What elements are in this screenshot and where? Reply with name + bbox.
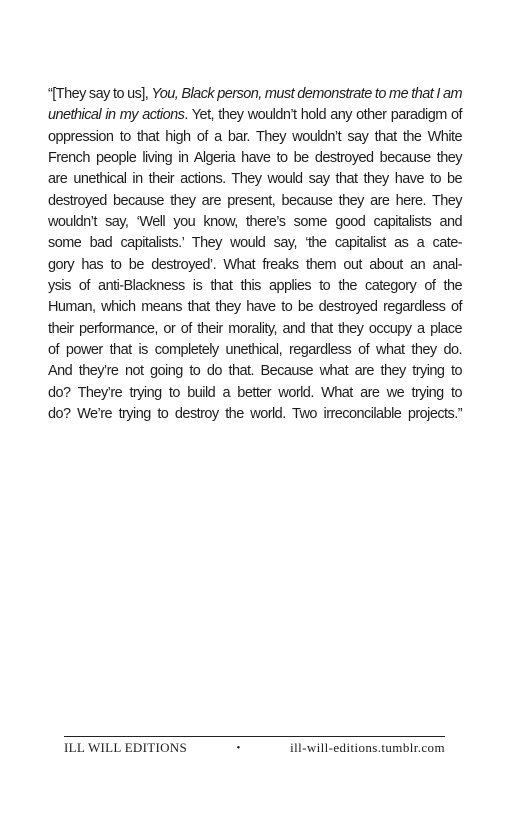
quote-text: gory has to be destroyed’. What freaks them out about an anal- bbox=[48, 256, 462, 273]
quote-text: do? We’re trying to destroy the world. Two irreconcilable projects.” bbox=[48, 406, 462, 423]
quote-line bbox=[48, 127, 462, 148]
quote-text: oppression to that high of a bar. They wouldn’t say that the White bbox=[48, 128, 462, 145]
quote-line bbox=[48, 212, 462, 233]
quote-text: do? They’re trying to build a better world. What are we trying to bbox=[48, 384, 462, 401]
quote-line bbox=[48, 84, 462, 105]
quote-line bbox=[48, 361, 462, 382]
quote-line bbox=[48, 319, 462, 340]
quote-text: ysis of anti-Blackness is that this applies to the category of the bbox=[48, 278, 462, 295]
footer bbox=[64, 740, 445, 756]
quote-line bbox=[48, 404, 462, 425]
website-link[interactable]: ill-will-editions.tumblr.com bbox=[290, 740, 445, 755]
quote-text: of power that is completely unethical, regardless of what they do. bbox=[48, 342, 462, 359]
quote-line bbox=[48, 340, 462, 361]
quote-line bbox=[48, 255, 462, 276]
quote-emphasis: You, Black person, must demonstrate to me that I am bbox=[151, 86, 462, 102]
quote-block bbox=[48, 84, 462, 426]
quote-line bbox=[48, 105, 462, 126]
quote-text: some bad capitalists.’ They would say, ‘the capitalist as a cate- bbox=[48, 235, 462, 252]
footer-rule bbox=[64, 736, 445, 737]
footer-separator: • bbox=[236, 742, 241, 754]
quote-text: destroyed because they are present, because they are here. They bbox=[48, 192, 462, 209]
quote-line bbox=[48, 233, 462, 254]
quote-line bbox=[48, 148, 462, 169]
quote-text: Human, which means that they have to be destroyed regardless of bbox=[48, 299, 462, 316]
quote-text: “[They say to us], bbox=[48, 86, 152, 102]
quote-line bbox=[48, 169, 462, 190]
publisher-name: ILL WILL EDITIONS bbox=[64, 740, 188, 755]
quote-text: And they’re not going to do that. Because what are they trying to bbox=[48, 363, 462, 380]
quote-text: . Yet, they wouldn’t hold any other paradigm of bbox=[184, 107, 462, 124]
quote-line bbox=[48, 297, 462, 318]
quote-text: wouldn’t say, ‘Well you know, there’s some good capitalists and bbox=[48, 214, 462, 231]
quote-text: are unethical in their actions. They would say that they have to be bbox=[48, 171, 462, 188]
quote-line bbox=[48, 383, 462, 404]
quote-text: their performance, or of their morality, and that they occupy a place bbox=[48, 320, 462, 337]
quote-text: French people living in Algeria have to be destroyed because they bbox=[48, 150, 462, 167]
quote-line bbox=[48, 191, 462, 212]
quote-emphasis: unethical in my actions bbox=[48, 107, 185, 124]
quote-line bbox=[48, 276, 462, 297]
